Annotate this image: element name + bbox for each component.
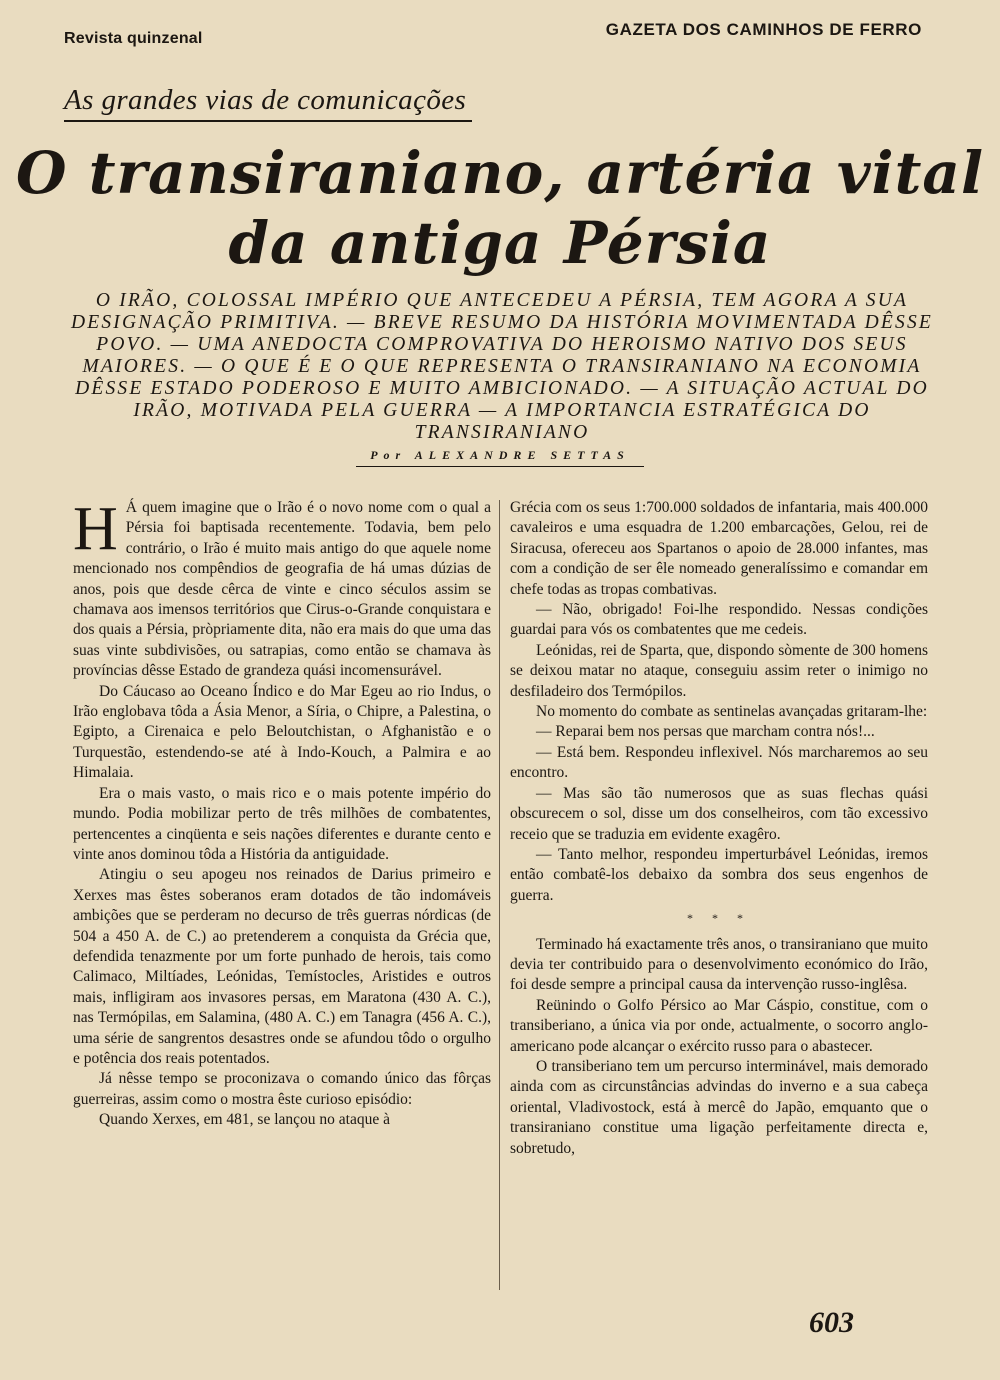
paragraph: — Está bem. Respondeu inflexivel. Nós marcharemos ao seu encontro. <box>510 743 928 782</box>
paragraph: Grécia com os seus 1:700.000 soldados de infantaria, mais 400.000 cavaleiros e uma esquadra de 1.200 embarcações, Gelou, rei de Siracusa, ofereceu aos Spartanos o apoio de 28.000 infantes, mas com a condição de ser êle nomeado generalíssimo e comandar em chefe todas as tropas combativas. <box>510 499 928 598</box>
paragraph: Terminado há exactamente três anos, o transiraniano que muito devia ter contribuido para o desenvolvimento económico do Irão, foi desde sempre a principal causa da intervenção russo-inglêsa. <box>510 935 928 994</box>
paragraph: Reünindo o Golfo Pérsico ao Mar Cáspio, constitue, com o transiberiano, a única via por onde, actualmente, o socorro anglo-americano pode alcançar o exército russo para o abastecer. <box>510 996 928 1055</box>
paragraph: Quando Xerxes, em 481, se lançou no ataque à <box>99 1111 390 1129</box>
article-title-line-2: da antiga Pérsia <box>228 209 772 277</box>
paragraph: Atingiu o seu apogeu nos reinados de Darius primeiro e Xerxes mas êstes soberanos eram dotados de tão indomáveis ambições que se perderam no decurso de três guerras nórdicas (de 504 a 450 A. de C.) ao pretenderem a conquista da Grécia que, defendida tenazmente por um forte punhado de herois, tais como Calimaco, Miltíades, Leónidas, Temístocles, Aristides e outros mais, infligiram aos invasores persas, em Maratona (430 A. C.), nas Termópilas, em Salamina, (480 A. C.) em Tanagra (456 A. C.), uma série de sangrentos desastres onde se afundou tôdo o orgulho e potência dos reais potentados. <box>73 866 491 1067</box>
header-periodicity: Revista quinzenal <box>64 30 203 47</box>
byline-text: Por ALEXANDRE SETTAS <box>356 448 644 467</box>
paragraph: — Reparai bem nos persas que marcham contra nós!... <box>536 723 875 741</box>
paragraph: Já nêsse tempo se proconizava o comando único das fôrças guerreiras, assim como o mostra êste curioso episódio: <box>73 1070 491 1108</box>
right-column <box>510 498 928 1159</box>
byline <box>0 446 1000 467</box>
drop-cap: H <box>73 495 118 563</box>
paragraph: H Á quem imagine que o Irão é o novo nome com o qual a Pérsia foi baptisada recentemente. Todavia, bem pelo contrário, o Irão é muito mais antigo do que aquele nome mencionado nos compêndios de geografia de há umas dúzias de anos, pois que desde cêrca de vinte e cinco séculos assim se chamava aos imensos territórios que Cirus-o-Grande conquistara e dos quais a Pérsia, pròpriamente dita, não era mais do que uma das suas vinte subdivisões, ou satrapias, como então se chamava às províncias dêsse Estado de grandeza quási incomensurável. <box>73 495 491 680</box>
section-separator: * * * <box>687 911 751 926</box>
article-title-line-1: O transiraniano, artéria vital <box>16 139 984 207</box>
header-magazine-name: GAZETA DOS CAMINHOS DE FERRO <box>605 20 922 39</box>
article-title <box>0 138 1000 278</box>
paragraph: — Tanto melhor, respondeu imperturbável Leónidas, iremos então combatê-los debaixo da sombra dos seus engenhos de guerra. <box>510 845 928 904</box>
paragraph: — Mas são tão numerosos que as suas flechas quási obscurecem o sol, disse um dos conselheiros, com tão excessivo receio que se traduzia em evidente exagêro. <box>510 784 928 843</box>
paragraph: Era o mais vasto, o mais rico e o mais potente império do mundo. Podia mobilizar perto de três milhões de combatentes, pertencentes a cinqüenta e seis nações diferentes e durante cento e vinte anos dominou tôda a História da antiguidade. <box>73 784 491 863</box>
page-number: 603 <box>809 1306 854 1339</box>
article-summary: O IRÃO, COLOSSAL IMPÉRIO QUE ANTECEDEU A PÉRSIA, TEM AGORA A SUA DESIGNAÇÃO PRIMITIVA. — BREVE RESUMO DA HISTÓRIA MOVIMENTADA DÊSSE POVO. — UMA ANEDOCTA COMPROVATIVA DO HEROISMO NATIVO DOS SEUS MAIORES. — O QUE É E O QUE REPRESENTA O TRANSIRANIANO NA ECONOMIA DÊSSE ESTADO PODEROSO E MUITO AMBICIONADO. — A SITUAÇÃO ACTUAL DO IRÃO, MOTIVADA PELA GUERRA — A IMPORTANCIA ESTRATÉGICA DO TRANSIRANIANO <box>70 290 934 443</box>
paragraph: Do Cáucaso ao Oceano Índico e do Mar Egeu ao rio Indus, o Irão englobava tôda a Ásia Menor, a Síria, o Chipre, a Palestina, o Egipto, a Cirenaica e pelo Beloutchistan, o Afghanistão e o Turquestão, estendendo-se até à Indo-Kouch, a Palmira e ao Himalaia. <box>73 682 491 782</box>
column-divider <box>499 500 500 1290</box>
paragraph: Leónidas, rei de Sparta, que, dispondo sòmente de 300 homens se deixou matar no ataque, conseguiu assim reter o inimigo no desfiladeiro dos Termópilos. <box>510 641 928 700</box>
paragraph: — Não, obrigado! Foi-lhe respondido. Nessas condições guardai para vós os combatentes que me cedeis. <box>510 601 928 639</box>
left-column <box>73 495 491 1131</box>
section-title: As grandes vias de comunicações <box>64 84 472 122</box>
paragraph: O transiberiano tem um percurso interminável, mais demorado ainda com as circunstâncias advindas do inverno e a sua cabeça oriental, Vladivostock, está à mercê do Japão, emquanto que o transiraniano constitue uma ligação perfeitamente directa e, sobretudo, <box>510 1057 928 1157</box>
paragraph: No momento do combate as sentinelas avançadas gritaram-lhe: <box>536 703 928 721</box>
